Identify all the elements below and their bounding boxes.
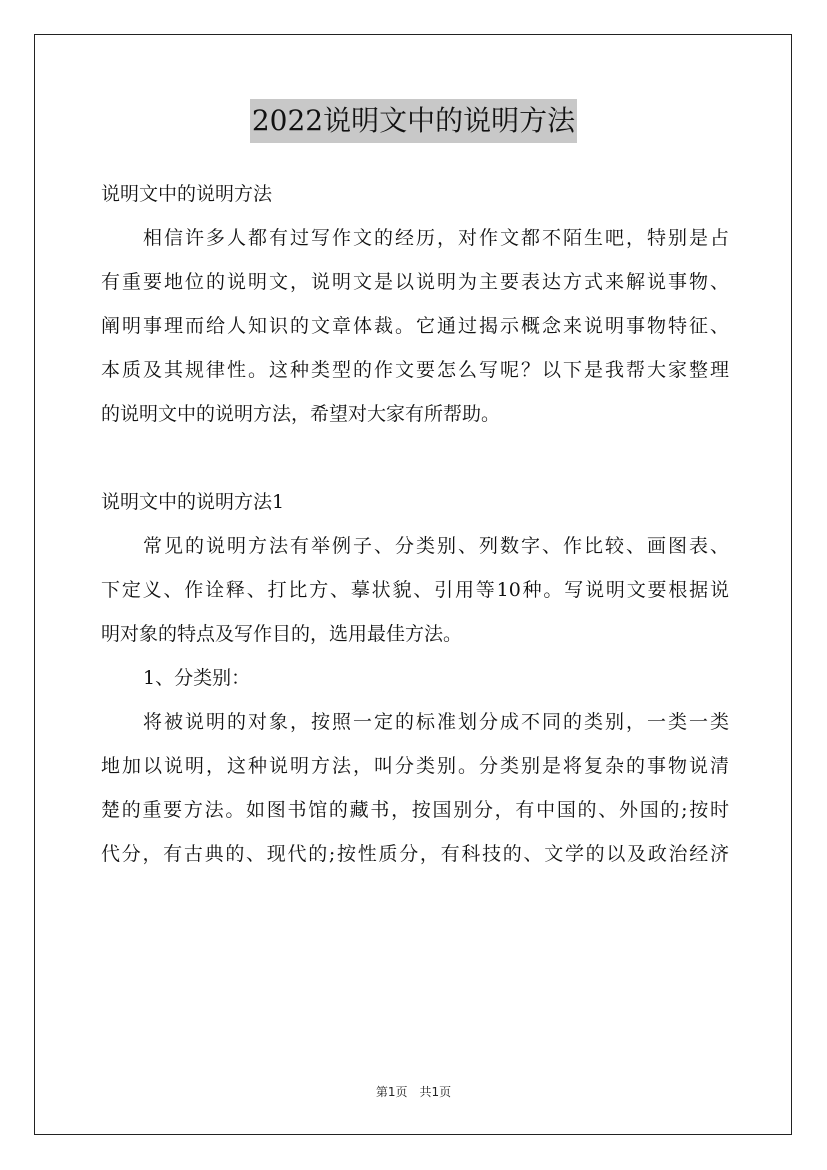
intro-line: 阐明事理而给人知识的文章体裁。它通过揭示概念来说明事物特征、 — [101, 315, 729, 337]
page-footer: 第1页 共1页 — [375, 1085, 452, 1099]
intro-line: 本质及其规律性。这种类型的作文要怎么写呢？以下是我帮大家整理 — [101, 359, 729, 381]
title-area — [0, 99, 827, 143]
paragraph-gap — [101, 436, 729, 480]
item-heading: 1、分类别： — [143, 667, 251, 689]
intro-line: 的说明文中的说明方法，希望对大家有所帮助。 — [101, 403, 501, 425]
intro-line: 相信许多人都有过写作文的经历，对作文都不陌生吧，特别是占 — [143, 227, 729, 249]
section-line: 常见的说明方法有举例子、分类别、列数字、作比较、画图表、 — [143, 535, 729, 557]
subtitle: 说明文中的说明方法 — [101, 183, 273, 205]
section-line: 明对象的特点及写作目的，选用最佳方法。 — [101, 623, 463, 645]
document-body — [101, 172, 729, 876]
item-line: 代分，有古典的、现代的;按性质分，有科技的、文学的以及政治经济 — [101, 843, 729, 865]
document-title: 2022说明文中的说明方法 — [250, 99, 577, 143]
intro-line: 有重要地位的说明文，说明文是以说明为主要表达方式来解说事物、 — [101, 271, 729, 293]
item-line: 楚的重要方法。如图书馆的藏书，按国别分，有中国的、外国的;按时 — [101, 799, 729, 821]
item-line: 地加以说明，这种说明方法，叫分类别。分类别是将复杂的事物说清 — [101, 755, 729, 777]
section-line: 下定义、作诠释、打比方、摹状貌、引用等10种。写说明文要根据说 — [101, 579, 729, 601]
section-heading: 说明文中的说明方法1 — [101, 491, 285, 513]
item-line: 将被说明的对象，按照一定的标准划分成不同的类别，一类一类 — [143, 711, 729, 733]
